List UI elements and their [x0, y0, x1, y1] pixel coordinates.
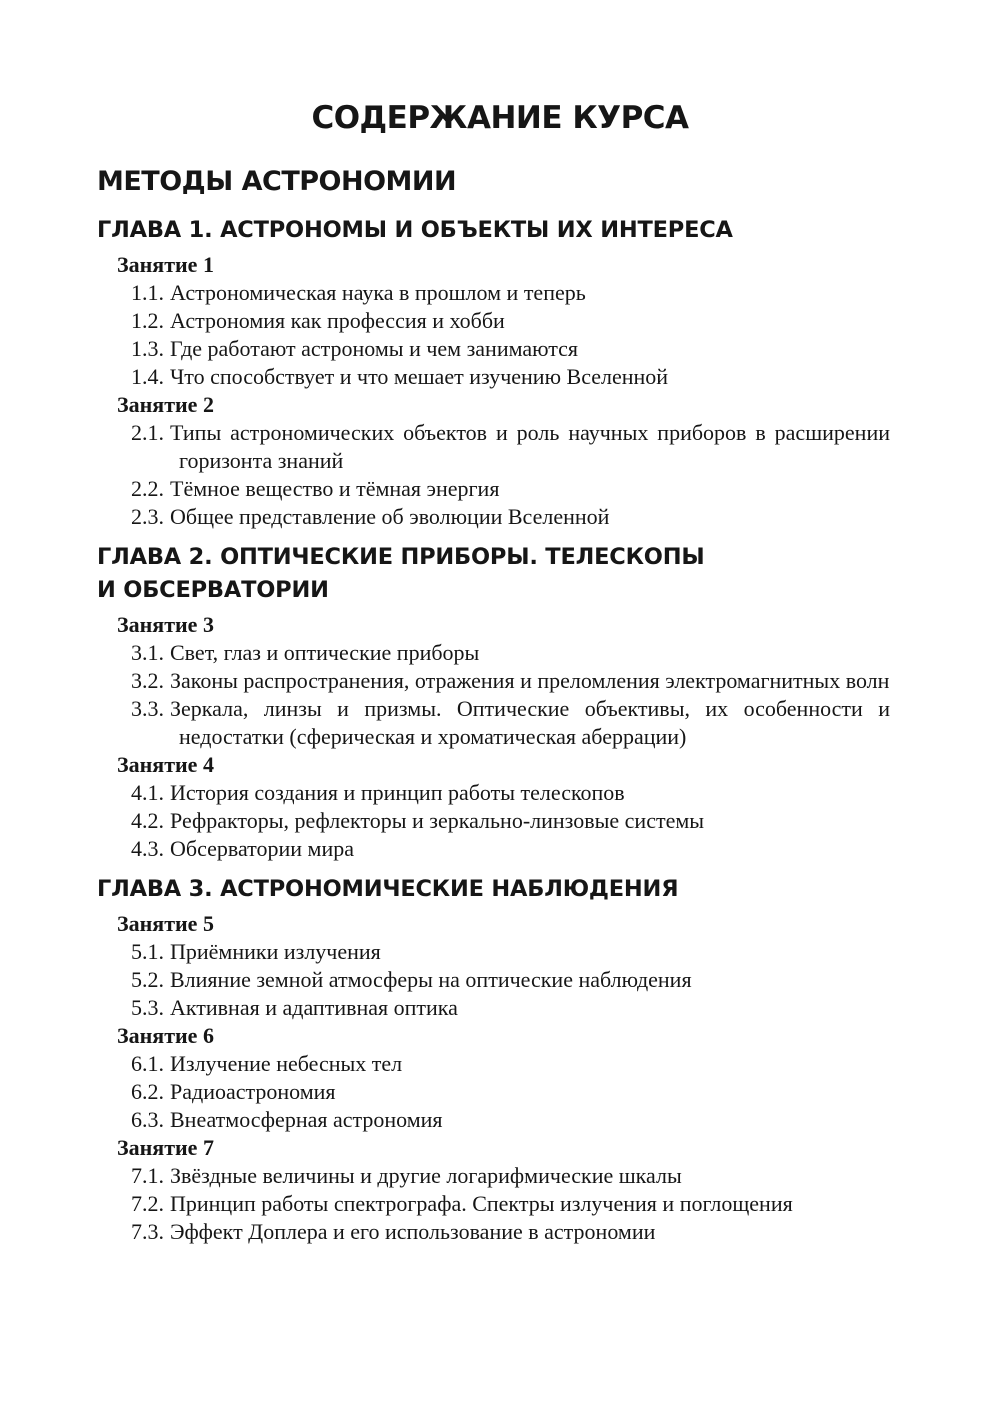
- item-text: Законы распространения, отражения и преломления электромагнитных волн: [170, 668, 890, 693]
- item-text: Что способствует и что мешает изучению Вселенной: [170, 364, 669, 389]
- item-number: 6.3.: [131, 1107, 164, 1132]
- list-item: [97, 1218, 890, 1246]
- list-item: [97, 938, 890, 966]
- item-number: 1.4.: [131, 364, 164, 389]
- item-number: 5.3.: [131, 995, 164, 1020]
- item-number: 5.1.: [131, 939, 164, 964]
- chapter-heading-line: ГЛАВА 1. АСТРОНОМЫ И ОБЪЕКТЫ ИХ ИНТЕРЕСА: [97, 217, 733, 243]
- item-text: Тёмное вещество и тёмная энергия: [170, 476, 500, 501]
- item-text: История создания и принцип работы телескопов: [170, 780, 625, 805]
- list-item: [97, 1078, 890, 1106]
- item-number: 4.2.: [131, 808, 164, 833]
- item-number: 4.3.: [131, 836, 164, 861]
- item-text: Активная и адаптивная оптика: [170, 995, 458, 1020]
- item-number: 6.2.: [131, 1079, 164, 1104]
- list-item: [97, 994, 890, 1022]
- list-item: [97, 1050, 890, 1078]
- list-item: [97, 667, 890, 695]
- list-item: [97, 695, 890, 751]
- item-text: Астрономия как профессия и хобби: [170, 308, 505, 333]
- lesson-label: Занятие 6: [117, 1023, 214, 1048]
- list-item: [97, 1190, 890, 1218]
- list-item: [97, 966, 890, 994]
- item-number: 7.2.: [131, 1191, 164, 1216]
- lesson-label: Занятие 3: [117, 612, 214, 637]
- chapter-heading: [97, 214, 890, 247]
- chapter-heading: [97, 541, 890, 607]
- item-number: 2.2.: [131, 476, 164, 501]
- table-of-contents: [97, 214, 890, 1246]
- page-title: СОДЕРЖАНИЕ КУРСА: [311, 100, 689, 136]
- item-number: 2.3.: [131, 504, 164, 529]
- chapter-heading-line: ГЛАВА 3. АСТРОНОМИЧЕСКИЕ НАБЛЮДЕНИЯ: [97, 876, 679, 902]
- item-number: 2.1.: [131, 420, 164, 445]
- item-number: 5.2.: [131, 967, 164, 992]
- item-number: 3.3.: [131, 696, 164, 721]
- section-title: МЕТОДЫ АСТРОНОМИИ: [97, 166, 457, 197]
- list-item: [97, 419, 890, 475]
- lesson-label: Занятие 5: [117, 911, 214, 936]
- list-item: [97, 835, 890, 863]
- item-text: Свет, глаз и оптические приборы: [170, 640, 480, 665]
- item-text: Рефракторы, рефлекторы и зеркально-линзовые системы: [170, 808, 705, 833]
- list-item: [97, 279, 890, 307]
- item-number: 3.2.: [131, 668, 164, 693]
- list-item: [97, 335, 890, 363]
- item-number: 1.3.: [131, 336, 164, 361]
- lesson-label: Занятие 7: [117, 1135, 214, 1160]
- lesson-label: Занятие 2: [117, 392, 214, 417]
- item-number: 6.1.: [131, 1051, 164, 1076]
- item-text: Общее представление об эволюции Вселенной: [170, 504, 610, 529]
- list-item: [97, 1162, 890, 1190]
- list-item: [97, 363, 890, 391]
- item-text: Радиоастрономия: [170, 1079, 336, 1104]
- list-item: [97, 639, 890, 667]
- item-text: Где работают астрономы и чем занимаются: [170, 336, 579, 361]
- list-item: [97, 779, 890, 807]
- item-text: Принцип работы спектрографа. Спектры излучения и поглощения: [170, 1191, 793, 1216]
- item-text: Астрономическая наука в прошлом и теперь: [170, 280, 586, 305]
- item-text: Приёмники излучения: [170, 939, 381, 964]
- item-text: Излучение небесных тел: [170, 1051, 403, 1076]
- lesson-label: Занятие 1: [117, 252, 214, 277]
- item-text: Внеатмосферная астрономия: [170, 1107, 443, 1132]
- item-number: 7.3.: [131, 1219, 164, 1244]
- item-text: Обсерватории мира: [170, 836, 355, 861]
- chapter-heading-line: ГЛАВА 2. ОПТИЧЕСКИЕ ПРИБОРЫ. ТЕЛЕСКОПЫ: [97, 544, 705, 570]
- item-number: 3.1.: [131, 640, 164, 665]
- list-item: [97, 807, 890, 835]
- item-number: 7.1.: [131, 1163, 164, 1188]
- chapter-heading: [97, 873, 890, 906]
- item-text: Эффект Доплера и его использование в астрономии: [170, 1219, 656, 1244]
- item-text: Звёздные величины и другие логарифмические шкалы: [170, 1163, 682, 1188]
- list-item: [97, 1106, 890, 1134]
- list-item: [97, 475, 890, 503]
- lesson-label: Занятие 4: [117, 752, 214, 777]
- item-number: 4.1.: [131, 780, 164, 805]
- list-item: [97, 503, 890, 531]
- chapter-heading-line: И ОБСЕРВАТОРИИ: [97, 577, 329, 603]
- item-number: 1.2.: [131, 308, 164, 333]
- item-text: Типы астрономических объектов и роль научных приборов в расширении горизонта знаний: [170, 420, 890, 473]
- item-text: Зеркала, линзы и призмы. Оптические объективы, их особенности и недостатки (сферическая и хроматическая аберрации): [170, 696, 890, 749]
- list-item: [97, 307, 890, 335]
- item-number: 1.1.: [131, 280, 164, 305]
- item-text: Влияние земной атмосферы на оптические наблюдения: [170, 967, 692, 992]
